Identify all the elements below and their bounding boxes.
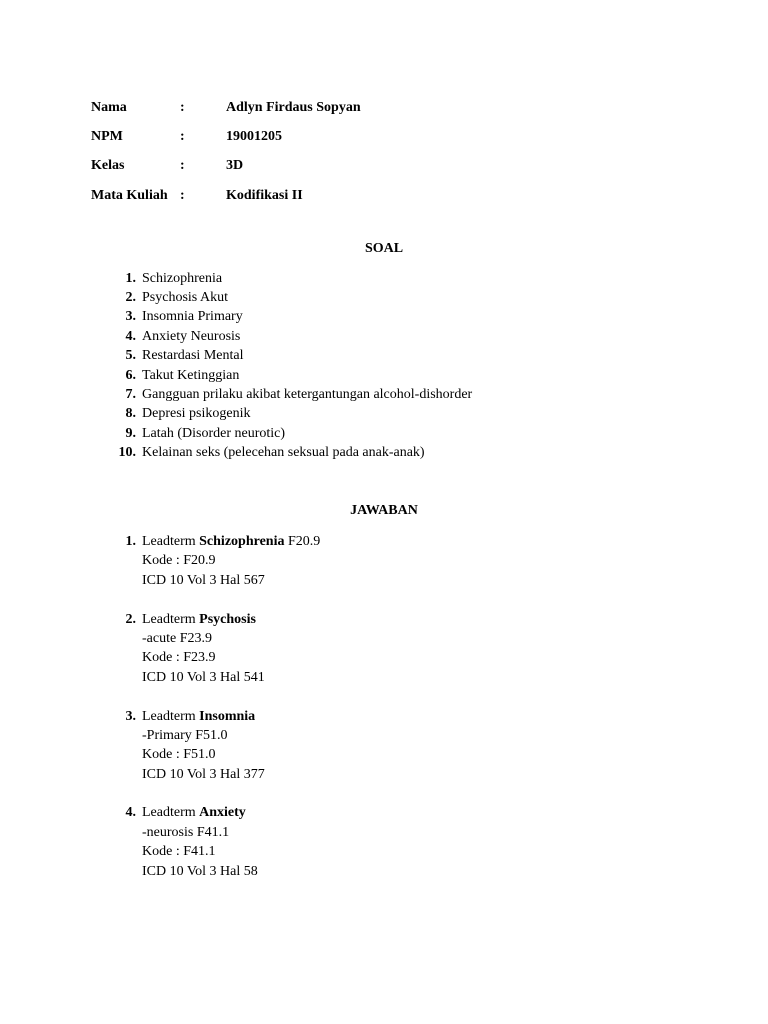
item-number: 3.	[125, 309, 136, 325]
info-value: Kodifikasi II	[226, 187, 303, 203]
answer-line: ICD 10 Vol 3 Hal 377	[142, 766, 265, 782]
info-separator: :	[180, 158, 185, 174]
leadterm-term: Anxiety	[199, 805, 246, 821]
item-number: 5.	[125, 348, 136, 364]
item-number: 4.	[125, 805, 136, 821]
item-number: 10.	[118, 445, 136, 461]
answer-line: -Primary F51.0	[142, 727, 228, 743]
list-item	[100, 308, 472, 327]
info-row-nama	[91, 93, 361, 122]
jawaban-heading: JAWABAN	[350, 503, 418, 518]
info-value: Adlyn Firdaus Sopyan	[226, 99, 361, 115]
question-text: Latah (Disorder neurotic)	[142, 425, 286, 441]
question-text: Kelainan seks (pelecehan seksual pada anak-anak)	[142, 445, 425, 461]
answer-lines	[136, 532, 320, 590]
leadterm-prefix: Leadterm	[142, 708, 200, 724]
list-item	[100, 405, 472, 424]
answer-item	[100, 803, 320, 881]
list-item	[100, 385, 472, 404]
leadterm-line	[142, 803, 258, 822]
list-item	[100, 366, 472, 385]
info-label: Mata Kuliah	[91, 187, 168, 203]
item-number: 8.	[125, 406, 136, 422]
answer-item	[100, 610, 320, 688]
item-number: 2.	[125, 290, 136, 306]
answer-item	[100, 532, 320, 590]
item-number: 2.	[125, 611, 136, 627]
info-label: Kelas	[91, 158, 125, 174]
leadterm-prefix: Leadterm	[142, 611, 200, 627]
list-item	[100, 444, 472, 463]
answer-lines	[136, 707, 265, 785]
question-text: Anxiety Neurosis	[142, 328, 241, 344]
info-row-kelas	[91, 152, 361, 181]
answer-item	[100, 707, 320, 785]
leadterm-prefix: Leadterm	[142, 534, 200, 549]
question-list	[100, 269, 472, 463]
list-item	[100, 269, 472, 288]
question-text: Psychosis Akut	[142, 290, 228, 306]
info-value: 3D	[226, 158, 244, 174]
leadterm-line	[142, 707, 265, 726]
question-text: Depresi psikogenik	[142, 406, 251, 422]
item-number: 4.	[125, 328, 136, 344]
info-value: 19001205	[226, 128, 282, 144]
leadterm-term: Psychosis	[199, 611, 256, 627]
info-label: Nama	[91, 99, 127, 115]
soal-heading: SOAL	[364, 241, 404, 256]
info-separator: :	[180, 99, 185, 115]
question-text: Restardasi Mental	[142, 348, 244, 364]
leadterm-line	[142, 610, 265, 629]
item-number: 1.	[125, 270, 136, 286]
answer-line: Kode : F23.9	[142, 650, 216, 666]
info-separator: :	[180, 187, 185, 203]
info-label: NPM	[91, 128, 123, 144]
info-row-mata-kuliah	[91, 181, 361, 210]
leadterm-term: Insomnia	[199, 708, 256, 724]
answer-line: Kode : F41.1	[142, 844, 216, 860]
answer-list	[100, 532, 320, 900]
leadterm-line	[142, 532, 320, 551]
list-item	[100, 424, 472, 443]
answer-lines	[136, 610, 265, 688]
info-separator: :	[180, 128, 185, 144]
question-text: Insomnia Primary	[142, 309, 243, 325]
info-row-npm	[91, 122, 361, 151]
list-item	[100, 327, 472, 346]
answer-line: ICD 10 Vol 3 Hal 58	[142, 863, 258, 879]
item-number: 7.	[125, 387, 136, 403]
question-text: Gangguan prilaku akibat ketergantungan alcohol-dishorder	[142, 387, 473, 403]
answer-line: ICD 10 Vol 3 Hal 567	[142, 572, 265, 588]
item-number: 3.	[125, 708, 136, 724]
item-number: 1.	[125, 534, 136, 549]
student-info	[91, 93, 361, 210]
answer-line: Kode : F51.0	[142, 747, 216, 763]
answer-line: -neurosis F41.1	[142, 824, 230, 840]
leadterm-suffix: F20.9	[284, 534, 321, 549]
question-text: Takut Ketinggian	[142, 367, 240, 383]
answer-line: ICD 10 Vol 3 Hal 541	[142, 669, 265, 685]
leadterm-term: Schizophrenia	[199, 534, 285, 549]
item-number: 9.	[125, 425, 136, 441]
answer-lines	[136, 803, 258, 881]
question-text: Schizophrenia	[142, 270, 223, 286]
list-item	[100, 347, 472, 366]
list-item	[100, 288, 472, 307]
answer-line: Kode : F20.9	[142, 553, 216, 569]
answer-line: -acute F23.9	[142, 630, 212, 646]
item-number: 6.	[125, 367, 136, 383]
leadterm-prefix: Leadterm	[142, 805, 200, 821]
